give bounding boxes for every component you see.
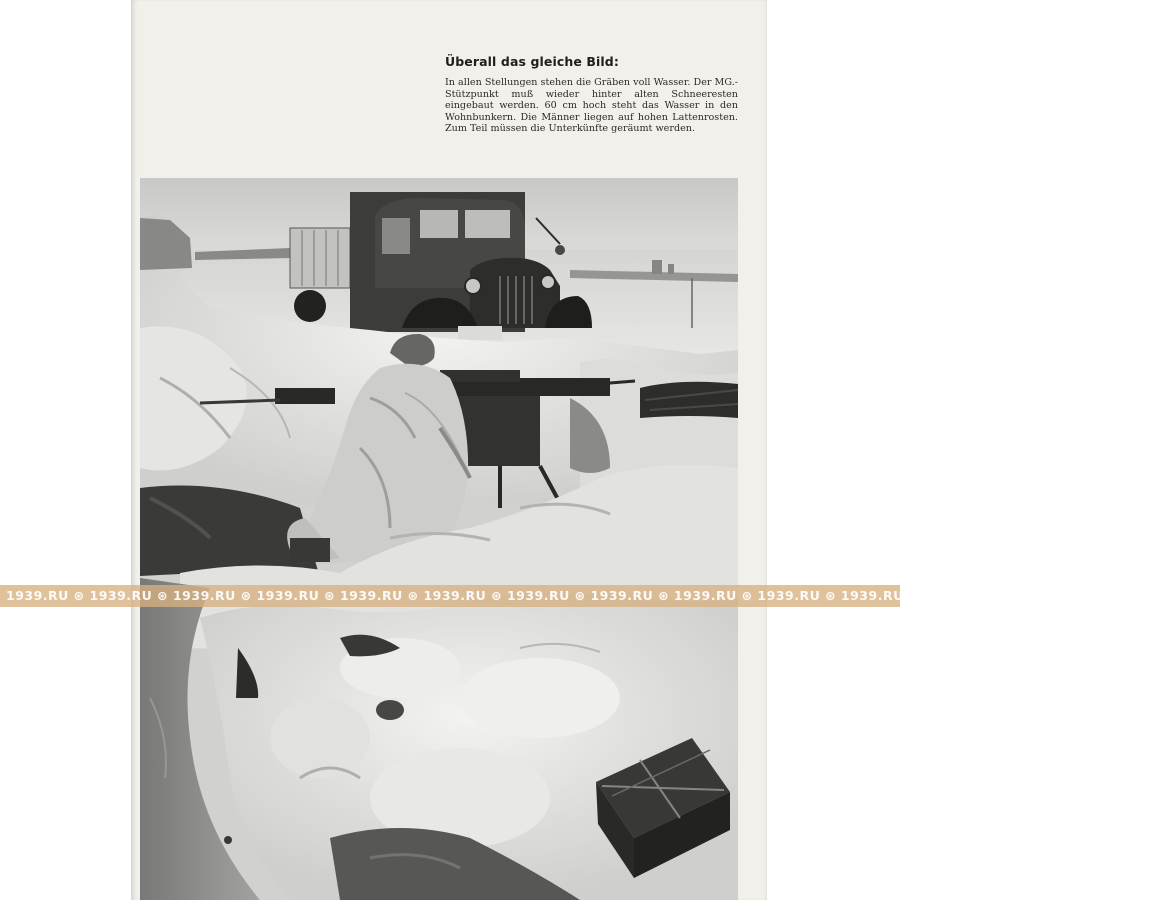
caption-title: Überall das gleiche Bild: — [445, 54, 619, 69]
caption-block — [445, 54, 738, 135]
watermark-strip — [0, 585, 1170, 607]
photograph-illustration — [140, 178, 738, 900]
photograph — [140, 178, 738, 900]
caption-body: In allen Stellungen stehen die Gräben voll Wasser. Der MG.-Stützpunkt muß wieder hinter alten Schneeresten eingebaut werden. 60 cm hoch steht das Wasser in den Wohnbunkern. Die Männer liegen auf hohen Lattenrosten. Zum Teil müssen die Unterkünfte geräumt werden. — [445, 77, 738, 135]
watermark-text: 1939.RU ⊛ 1939.RU ⊛ 1939.RU ⊛ 1939.RU ⊛ 1939.RU ⊛ 1939.RU ⊛ 1939.RU ⊛ 1939.RU ⊛ 1939.RU ⊛ 1939.RU ⊛ 1939.RU ⊛ 1939.RU ⊛ 1939.RU ⊛ 1939.RU ⊛ — [6, 588, 1170, 603]
